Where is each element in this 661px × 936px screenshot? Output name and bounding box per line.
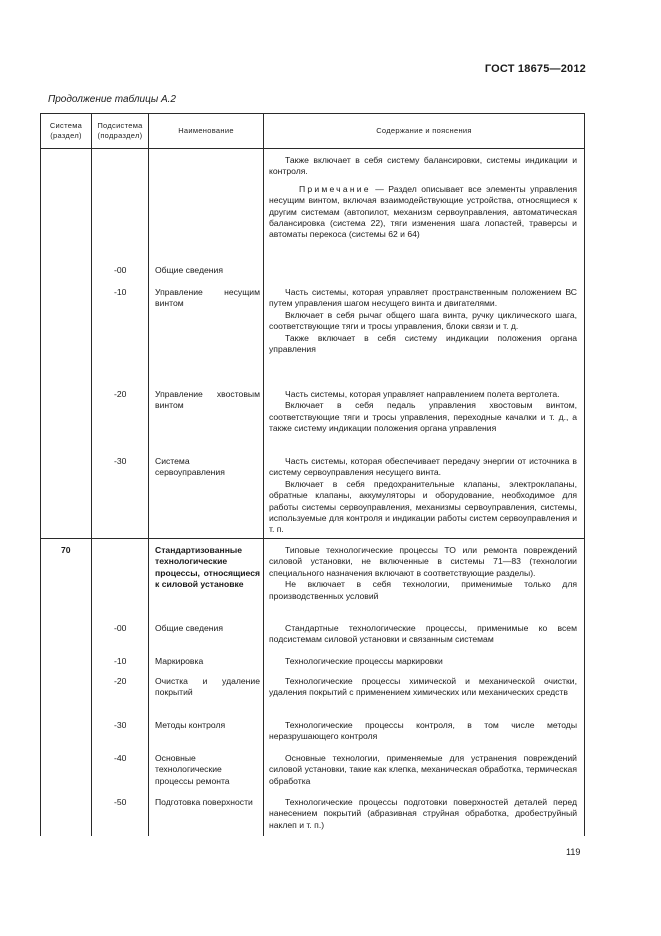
subsystem-code: -30 bbox=[114, 720, 127, 730]
subsystem-name: Методы контроля bbox=[155, 720, 226, 730]
subsystem-description: Технологические процессы маркировки bbox=[285, 656, 443, 666]
note-paragraph bbox=[269, 184, 577, 241]
subsystem-name: Управление хвостовым винтом bbox=[155, 389, 260, 411]
subsystem-name: Управление несущим винтом bbox=[155, 287, 260, 309]
system-name: Стандартизованные технологические процессы, относящиеся к силовой установке bbox=[155, 545, 260, 590]
column-header-system: Система (раздел) bbox=[49, 121, 83, 140]
subsystem-name: Маркировка bbox=[155, 656, 204, 666]
subsystem-code: -40 bbox=[114, 753, 127, 763]
subsystem-description: Технологические процессы контроля, в том числе методы неразрушающего контроля bbox=[269, 720, 577, 742]
section-divider bbox=[40, 538, 585, 539]
continuation-content bbox=[269, 155, 577, 241]
subsystem-name: Общие сведения bbox=[155, 623, 223, 633]
column-divider-2 bbox=[148, 113, 149, 836]
subsystem-code: -10 bbox=[114, 656, 127, 666]
note-label: Примечание bbox=[299, 183, 371, 194]
subsystem-name: Подготовка поверхности bbox=[155, 797, 253, 807]
subsystem-description: Часть системы, которая управляет направлением полета вертолета. Включает в себя педаль управления хвостовым винтом, соответствующие тяги и тросы управления, переходные качалки и т. д., а также систему индикации положения органа управления bbox=[269, 389, 577, 434]
system-code: 70 bbox=[61, 545, 71, 555]
subsystem-name: Очистка и удаление покрытий bbox=[155, 676, 260, 698]
column-divider-left bbox=[40, 113, 41, 836]
column-divider-right bbox=[584, 113, 585, 836]
subsystem-description: Часть системы, которая управляет пространственным положением ВС путем управления шагом несущего винта и двигателями. Включает в себя рычаг общего шага винта, ручку циклического шага, соответствующие тяги и тросы управления, блоки связи и т. д. Также включает в себя систему индикации положения органа управления bbox=[269, 287, 577, 355]
subsystem-description: Технологические процессы химической и механической очистки, удаления покрытий с применением химических или механических средств bbox=[269, 676, 577, 698]
subsystem-code: -30 bbox=[114, 456, 127, 466]
subsystem-name: Основные технологические процессы ремонта bbox=[155, 753, 230, 786]
column-divider-1 bbox=[91, 113, 92, 836]
subsystem-description: Основные технологии, применяемые для устранения повреждений силовой установки, такие как клепка, механическая обработка, термическая обработка bbox=[269, 753, 577, 786]
subsystem-code: -00 bbox=[114, 623, 127, 633]
standard-designation: ГОСТ 18675—2012 bbox=[484, 63, 586, 75]
column-header-subsystem: Подсистема (подраздел) bbox=[97, 121, 143, 140]
subsystem-description: Стандартные технологические процессы, применимые ко всем подсистемам силовой установки и связанным системам bbox=[269, 623, 577, 645]
table-top-border bbox=[40, 113, 585, 114]
subsystem-name: Система сервоуправления bbox=[155, 456, 225, 478]
subsystem-description: Часть системы, которая обеспечивает передачу энергии от источника в систему сервоуправления несущего винта. Включает в себя предохранительные клапаны, электроклапаны, обратные клапаны, аккумуляторы и оборудование, необходимое для работы системы сервоуправления, механизмы сервоуправления, системы, используемые для контроля и индикации работы систем сервоуправления и т. п. bbox=[269, 456, 577, 535]
subsystem-name: Общие сведения bbox=[155, 265, 223, 275]
subsystem-code: -00 bbox=[114, 265, 127, 275]
subsystem-code: -20 bbox=[114, 389, 127, 399]
column-header-content: Содержание и пояснения bbox=[376, 126, 472, 135]
subsystem-description: Технологические процессы подготовки поверхностей деталей перед нанесением покрытий (абразивная струйная обработка, дробеструйный наклеп и т. п.) bbox=[269, 797, 577, 830]
subsystem-code: -50 bbox=[114, 797, 127, 807]
page-number: 119 bbox=[566, 847, 581, 857]
continuation-paragraph: Также включает в себя систему балансировки, системы индикации и контроля. bbox=[269, 155, 577, 177]
column-header-name: Наименование bbox=[178, 126, 234, 135]
system-description: Типовые технологические процессы ТО или ремонта повреждений силовой установки, не включенные в системы 71—83 (технологии специального назначения включают в соответствующие разделы). Не включает в себя технологии, применимые только для производственных условий bbox=[269, 545, 577, 601]
table-header-border bbox=[40, 148, 585, 149]
note-text: — Раздел описывает все элементы управления несущим винтом, включая взаимодействующие устройства, относящиеся к другим системам (автопилот, механизм сервоуправления, автоматическая балансировка (система 22), тяги изменения шага лопастей, траверсы и автоматы перекоса (системы 62 и 64) bbox=[269, 183, 577, 240]
subsystem-code: -20 bbox=[114, 676, 127, 686]
column-divider-3 bbox=[263, 113, 264, 836]
subsystem-code: -10 bbox=[114, 287, 127, 297]
table-caption: Продолжение таблицы А.2 bbox=[48, 94, 176, 105]
